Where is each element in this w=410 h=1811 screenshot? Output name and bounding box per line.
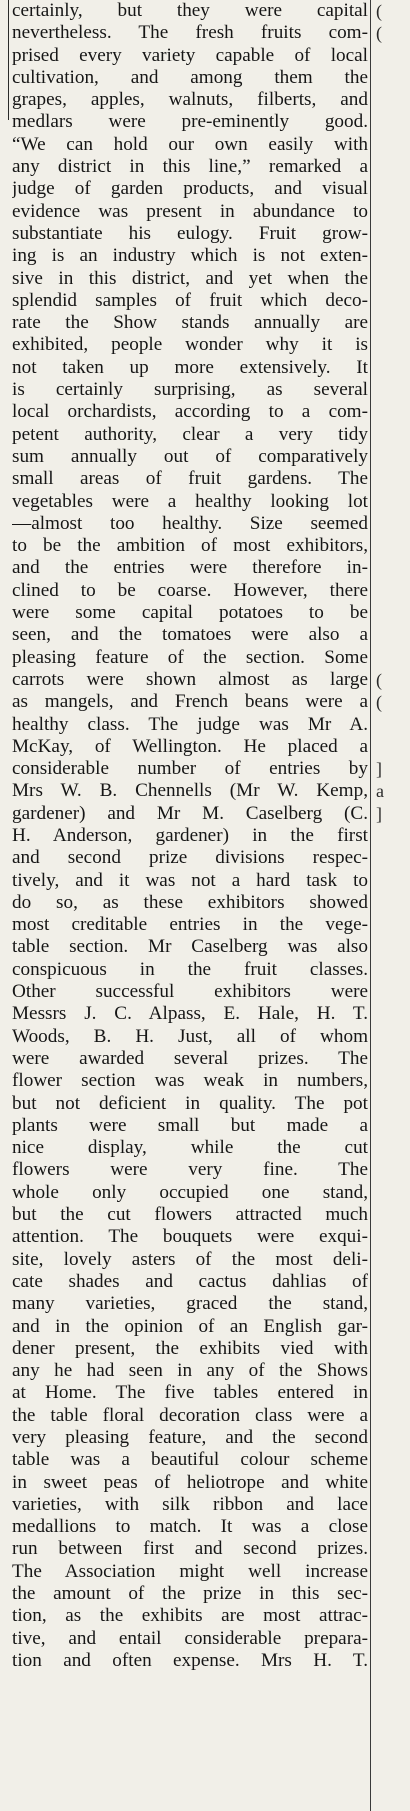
adjacent-column-fragments: [376, 0, 410, 1672]
article-line: any district in this line,” remarked a: [12, 156, 368, 178]
adjacent-column-fragment: [376, 1182, 410, 1204]
article-line: rate the Show stands annually are: [12, 312, 368, 334]
article-line: sive in this district, and yet when the: [12, 267, 368, 289]
adjacent-column-fragment: [376, 981, 410, 1003]
adjacent-column-fragment: [376, 535, 410, 557]
article-line: cate shades and cactus dahlias of: [12, 1270, 368, 1292]
adjacent-column-fragment: [376, 268, 410, 290]
article-line: prised every variety capable of local: [12, 44, 368, 66]
adjacent-column-fragment: [376, 45, 410, 67]
article-line: run between first and second prizes.: [12, 1538, 368, 1560]
adjacent-column-fragment: [376, 1538, 410, 1560]
adjacent-column-fragment: ]: [376, 759, 382, 780]
adjacent-column-fragment: [376, 1449, 410, 1471]
adjacent-column-fragment: [376, 936, 410, 958]
adjacent-column-fragment: [376, 847, 410, 869]
article-line: table was a beautiful colour scheme: [12, 1449, 368, 1471]
article-line: plants were small but made a: [12, 1114, 368, 1136]
article-line: whole only occupied one stand,: [12, 1181, 368, 1203]
adjacent-column-fragment: [376, 312, 410, 334]
article-line: “We can hold our own easily with: [12, 133, 368, 155]
article-line: in sweet peas of heliotrope and white: [12, 1471, 368, 1493]
article-line: many varieties, graced the stand,: [12, 1293, 368, 1315]
article-line: to be the ambition of most exhibitors,: [12, 535, 368, 557]
adjacent-column-fragment: [376, 914, 410, 936]
adjacent-column-fragment: [376, 290, 410, 312]
article-line: seen, and the tomatoes were also a: [12, 624, 368, 646]
adjacent-column-fragment: (: [376, 669, 382, 690]
article-line: as mangels, and French beans were a: [12, 691, 368, 713]
adjacent-column-fragment: [376, 446, 410, 468]
adjacent-column-fragment: [376, 1271, 410, 1293]
adjacent-column-fragment: [376, 1516, 410, 1538]
article-line: not taken up more extensively. It: [12, 356, 368, 378]
article-line: ing is an industry which is not exten-: [12, 245, 368, 267]
adjacent-column-fragment: [376, 424, 410, 446]
article-line: nice display, while the cut: [12, 1137, 368, 1159]
adjacent-column-fragment: [376, 178, 410, 200]
adjacent-column-fragment: [376, 1338, 410, 1360]
article-line: healthy class. The judge was Mr A.: [12, 713, 368, 735]
article-line: considerable number of entries by: [12, 758, 368, 780]
adjacent-column-fragment: [376, 89, 410, 111]
article-line: were awarded several prizes. The: [12, 1047, 368, 1069]
article-line: Woods, B. H. Just, all of whom: [12, 1025, 368, 1047]
adjacent-column-fragment: [376, 1382, 410, 1404]
article-line: —almost too healthy. Size seemed: [12, 512, 368, 534]
adjacent-column-fragment: [376, 1159, 410, 1181]
adjacent-column-fragment: [376, 401, 410, 423]
adjacent-column-fragment: (: [376, 23, 382, 44]
adjacent-column-fragment: [376, 1405, 410, 1427]
article-line: tively, and it was not a hard task to: [12, 869, 368, 891]
adjacent-column-fragment: [376, 1026, 410, 1048]
adjacent-column-fragment: [376, 580, 410, 602]
adjacent-column-fragment: [376, 1583, 410, 1605]
adjacent-column-fragment: [376, 1115, 410, 1137]
adjacent-column-fragment: [376, 624, 410, 646]
adjacent-column-fragment: [376, 134, 410, 156]
article-line: medlars were pre-eminently good.: [12, 111, 368, 133]
adjacent-column-fragment: [376, 647, 410, 669]
article-line: The Association might well increase: [12, 1560, 368, 1582]
article-line: any he had seen in any of the Shows: [12, 1360, 368, 1382]
adjacent-column-fragment: [376, 1316, 410, 1338]
article-line: grapes, apples, walnuts, filberts, and: [12, 89, 368, 111]
adjacent-column-fragment: (: [376, 1, 382, 21]
article-line: most creditable entries in the vege-: [12, 914, 368, 936]
article-line: and the entries were therefore in-: [12, 557, 368, 579]
adjacent-column-fragment: ]: [376, 803, 382, 824]
adjacent-column-fragment: [376, 1427, 410, 1449]
article-line: conspicuous in the fruit classes.: [12, 958, 368, 980]
article-line: the amount of the prize in this sec-: [12, 1583, 368, 1605]
article-line: exhibited, people wonder why it is: [12, 334, 368, 356]
article-line: table section. Mr Caselberg was also: [12, 936, 368, 958]
adjacent-column-fragment: [376, 736, 410, 758]
adjacent-column-fragment: [376, 557, 410, 579]
article-line: Messrs J. C. Alpass, E. Hale, H. T.: [12, 1003, 368, 1025]
adjacent-column-fragment: [376, 245, 410, 267]
adjacent-column-fragment: [376, 111, 410, 133]
adjacent-column-fragment: [376, 156, 410, 178]
article-line: flowers were very fine. The: [12, 1159, 368, 1181]
article-line: is certainly surprising, as several: [12, 379, 368, 401]
article-line: petent authority, clear a very tidy: [12, 423, 368, 445]
article-line: varieties, with silk ribbon and lace: [12, 1493, 368, 1515]
article-line: Mrs W. B. Chennells (Mr W. Kemp,: [12, 780, 368, 802]
adjacent-column-fragment: [376, 334, 410, 356]
article-line: clined to be coarse. However, there: [12, 579, 368, 601]
adjacent-column-fragment: [376, 602, 410, 624]
adjacent-column-fragment: a: [376, 781, 384, 802]
adjacent-column-fragment: [376, 825, 410, 847]
article-line: sum annually out of comparatively: [12, 445, 368, 467]
article-line: cultivation, and among them the: [12, 66, 368, 88]
article-line: tion, as the exhibits are most attrac-: [12, 1605, 368, 1627]
article-line: judge of garden products, and visual: [12, 178, 368, 200]
adjacent-column-fragment: [376, 1650, 410, 1672]
adjacent-column-fragment: [376, 959, 410, 981]
article-line: nevertheless. The fresh fruits com-: [12, 22, 368, 44]
article-line: pleasing feature of the section. Some: [12, 646, 368, 668]
adjacent-column-fragment: [376, 1605, 410, 1627]
article-line: evidence was present in abundance to: [12, 200, 368, 222]
adjacent-column-fragment: [376, 870, 410, 892]
article-line: splendid samples of fruit which deco-: [12, 289, 368, 311]
article-line: flower section was weak in numbers,: [12, 1070, 368, 1092]
article-line: were some capital potatoes to be: [12, 602, 368, 624]
article-line: very pleasing feature, and the second: [12, 1427, 368, 1448]
adjacent-column-fragment: [376, 1137, 410, 1159]
article-line: medallions to match. It was a close: [12, 1516, 368, 1538]
adjacent-column-fragment: [376, 357, 410, 379]
article-line: gardener) and Mr M. Caselberg (C.: [12, 802, 368, 824]
adjacent-column-fragment: [376, 1003, 410, 1025]
adjacent-column-fragment: [376, 1293, 410, 1315]
article-line: H. Anderson, gardener) in the first: [12, 824, 368, 846]
article-line: but the cut flowers attracted much: [12, 1204, 368, 1226]
adjacent-column-fragment: [376, 892, 410, 914]
adjacent-column-fragment: [376, 223, 410, 245]
article-line: at Home. The five tables entered in: [12, 1382, 368, 1404]
article-line: do so, as these exhibitors showed: [12, 891, 368, 913]
adjacent-column-fragment: [376, 1360, 410, 1382]
adjacent-column-fragment: [376, 1494, 410, 1516]
article-line: carrots were shown almost as large: [12, 668, 368, 690]
article-line: and in the opinion of an English gar-: [12, 1315, 368, 1337]
article-line: McKay, of Wellington. He placed a: [12, 735, 368, 757]
adjacent-column-fragment: [376, 1070, 410, 1092]
article-line: dener present, the exhibits vied with: [12, 1337, 368, 1359]
article-line: and second prize divisions respec-: [12, 847, 368, 869]
article-line: tion and often expense. Mrs H. T.: [12, 1649, 368, 1671]
adjacent-column-fragment: [376, 714, 410, 736]
adjacent-column-fragment: [376, 1628, 410, 1650]
left-column-rule: [8, 0, 9, 120]
adjacent-column-fragment: [376, 1249, 410, 1271]
article-line: local orchardists, according to a com-: [12, 401, 368, 423]
article-line: attention. The bouquets were exqui-: [12, 1226, 368, 1248]
adjacent-column-fragment: [376, 201, 410, 223]
adjacent-column-fragment: (: [376, 692, 382, 713]
adjacent-column-fragment: [376, 1048, 410, 1070]
article-line: small areas of fruit gardens. The: [12, 468, 368, 490]
article-line: but not deficient in quality. The pot: [12, 1092, 368, 1114]
adjacent-column-fragment: [376, 1226, 410, 1248]
article-line: tive, and entail considerable prepara-: [12, 1627, 368, 1649]
adjacent-column-fragment: [376, 1472, 410, 1494]
adjacent-column-fragment: [376, 1093, 410, 1115]
adjacent-column-fragment: [376, 67, 410, 89]
adjacent-column-fragment: [376, 1561, 410, 1583]
adjacent-column-fragment: [376, 491, 410, 513]
article-line: vegetables were a healthy looking lot: [12, 490, 368, 512]
right-column-rule: [370, 0, 371, 1811]
adjacent-column-fragment: [376, 1204, 410, 1226]
adjacent-column-fragment: [376, 513, 410, 535]
article-line: the table floral decoration class were a: [12, 1404, 368, 1426]
adjacent-column-fragment: [376, 468, 410, 490]
article-line: certainly, but they were capital: [12, 0, 368, 21]
article-line: site, lovely asters of the most deli-: [12, 1248, 368, 1270]
article-line: substantiate his eulogy. Fruit grow-: [12, 222, 368, 244]
adjacent-column-fragment: [376, 379, 410, 401]
article-column: [12, 0, 368, 1672]
article-line: Other successful exhibitors were: [12, 981, 368, 1003]
